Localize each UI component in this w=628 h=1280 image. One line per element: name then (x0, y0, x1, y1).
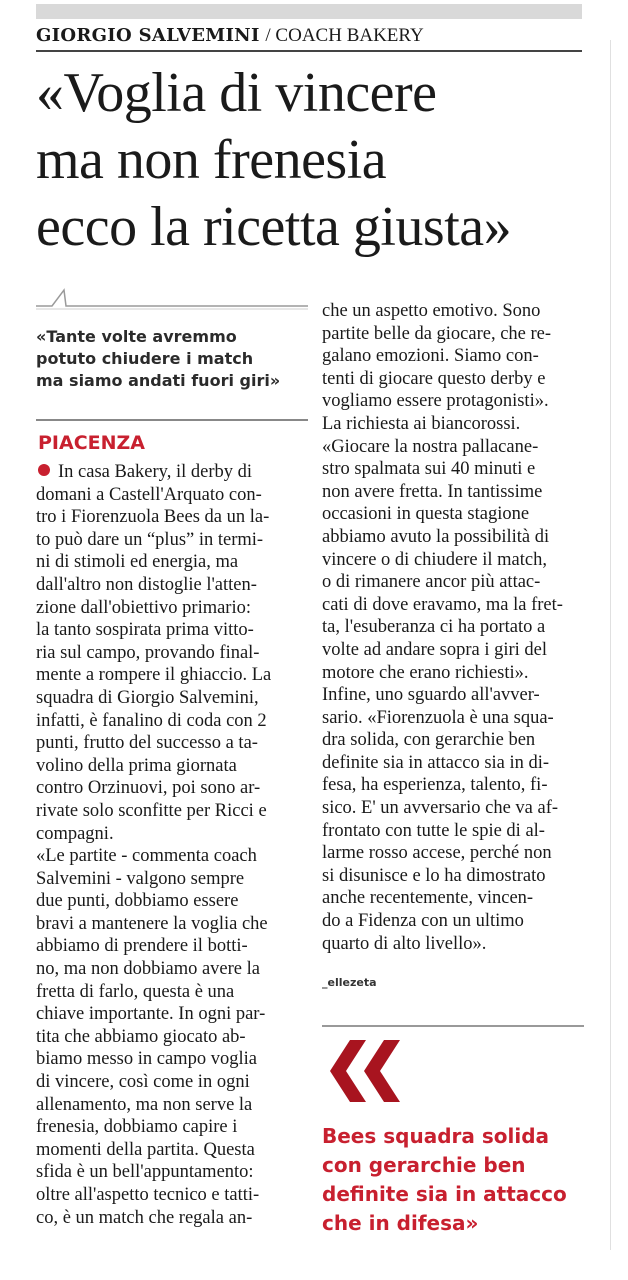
body-line: tro i Fiorenzuola Bees da un la- (36, 507, 270, 528)
zigzag-divider-icon (36, 284, 308, 310)
headline-line: «Voglia di vincere (36, 62, 437, 124)
body-line: volino della prima giornata (36, 755, 237, 776)
summary-rule (36, 419, 308, 421)
pull-quote-rule (322, 1025, 584, 1027)
body-line: vincere o di chiudere il match, (322, 549, 547, 570)
body-line: oltre all'aspetto tecnico e tatti- (36, 1185, 260, 1205)
body-line: vogliamo essere protagonisti». (322, 391, 549, 412)
body-line: volte ad andare sopra i giri del (322, 639, 547, 660)
body-line: domani a Castell'Arquato con- (36, 484, 262, 505)
kicker (36, 24, 582, 48)
pull-quote-line: Bees squadra solida (322, 1124, 550, 1148)
bullet-icon (38, 464, 50, 476)
headline-line: ma non frenesia (36, 129, 387, 191)
byline: _ellezeta (322, 976, 377, 989)
body-line-text: In casa Bakery, il derby di (58, 462, 253, 482)
body-line: zione dall'obiettivo primario: (36, 597, 251, 618)
body-line: larme rosso accese, perché non (322, 843, 552, 864)
body-line: si disunisce e lo ha dimostrato (322, 865, 546, 886)
body-line: «Le partite - commenta coach (36, 846, 257, 867)
body-line: motore che erano richiesti». (322, 662, 529, 683)
body-line: sico. E' un avversario che va af- (322, 798, 559, 819)
pull-quote-line: con gerarchie ben (322, 1153, 526, 1177)
body-line: dra solida, con gerarchie ben (322, 730, 536, 751)
kicker-role: / COACH BAKERY (265, 25, 424, 46)
body-line: o di rimanere ancor più attac- (322, 572, 541, 593)
pull-quote-line: che in difesa» (322, 1211, 479, 1235)
body-line: abbiamo di prendere il botti- (36, 936, 248, 957)
body-line: sario. «Fiorenzuola è una squa- (322, 707, 554, 728)
body-line: frenesia, dobbiamo capire i (36, 1117, 238, 1138)
body-line: momenti della partita. Questa (36, 1139, 255, 1160)
body-line: occasioni in questa stagione (322, 504, 530, 525)
left-column (36, 461, 302, 1229)
body-line: abbiamo avuto la possibilità di (322, 526, 550, 547)
body-line: quarto di alto livello». (322, 933, 487, 954)
pull-quote-line: definite sia in attacco (322, 1182, 567, 1206)
summary-line: potuto chiudere i match (36, 349, 254, 368)
body-line: di vincere, così come in ogni (36, 1072, 250, 1093)
body-line: anche recentemente, vincen- (322, 888, 534, 909)
kicker-name: GIORGIO SALVEMINI (36, 25, 260, 46)
body-line: chiave importante. In ogni par- (36, 1004, 266, 1025)
body-line: mente a rompere il ghiaccio. La (36, 665, 272, 686)
body-line: co, è un match che regala an- (36, 1207, 253, 1228)
body-line: allenamento, ma non serve la (36, 1094, 253, 1115)
body-line: Salvemini - valgono sempre (36, 868, 245, 889)
body-line: La richiesta ai biancorossi. (322, 413, 521, 434)
body-line: che un aspetto emotivo. Sono (322, 301, 541, 321)
headline (36, 60, 596, 261)
body-line: ta, l'esuberanza ci ha portato a (322, 617, 546, 638)
quote-marks-icon (328, 1040, 408, 1102)
body-line: la tanto sospirata prima vitto- (36, 620, 254, 641)
body-line: due punti, dobbiamo essere (36, 891, 239, 912)
body-line: «Giocare la nostra pallacane- (322, 436, 539, 457)
body-line: galano emozioni. Siamo con- (322, 346, 539, 367)
body-line: contro Orzinuovi, poi sono ar- (36, 778, 261, 799)
body-line: frontato con tutte le spie di al- (322, 820, 545, 841)
body-line: non avere fretta. In tantissime (322, 481, 543, 502)
body-line: compagni. (36, 823, 114, 844)
kicker-rule (36, 50, 582, 52)
body-line: fretta di farlo, questa è una (36, 981, 235, 1002)
top-gray-bar (36, 4, 582, 19)
body-line: no, ma non dobbiamo avere la (36, 959, 260, 980)
body-line: infatti, è fanalino di coda con 2 (36, 710, 267, 731)
body-line: ni di stimoli ed energia, ma (36, 552, 239, 573)
body-line: bravi a mantenere la voglia che (36, 913, 268, 934)
body-line: Infine, uno sguardo all'avver- (322, 685, 540, 706)
body-line: tita che abbiamo giocato ab- (36, 1026, 246, 1047)
body-line: partite belle da giocare, che re- (322, 323, 552, 344)
body-line: ria sul campo, provando final- (36, 642, 260, 663)
body-line: fesa, ha esperienza, talento, fi- (322, 775, 548, 796)
body-line: squadra di Giorgio Salvemini, (36, 687, 259, 708)
summary (36, 326, 308, 392)
body-line (36, 461, 302, 484)
body-line: to può dare un “plus” in termi- (36, 529, 264, 550)
right-column (322, 300, 584, 955)
headline-line: ecco la ricetta giusta» (36, 196, 512, 258)
body-line: rivate solo sconfitte per Ricci e (36, 800, 267, 821)
body-line: punti, frutto del successo a ta- (36, 733, 258, 754)
body-line: stro spalmata sui 40 minuti e (322, 459, 536, 480)
summary-line: «Tante volte avremmo (36, 327, 237, 346)
column-divider (610, 40, 611, 1250)
body-line: biamo messo in campo voglia (36, 1049, 257, 1070)
body-line: dall'altro non distoglie l'atten- (36, 574, 257, 595)
pull-quote (322, 1122, 592, 1238)
body-line: sfida è un bell'appuntamento: (36, 1162, 254, 1183)
body-line: tenti di giocare questo derby e (322, 368, 546, 389)
dateline: PIACENZA (38, 432, 146, 454)
summary-line: ma siamo andati fuori giri» (36, 371, 281, 390)
body-line: do a Fidenza con un ultimo (322, 911, 524, 932)
body-line: cati di dove eravamo, ma la fret- (322, 594, 563, 615)
body-line: definite sia in attacco sia in di- (322, 752, 550, 773)
